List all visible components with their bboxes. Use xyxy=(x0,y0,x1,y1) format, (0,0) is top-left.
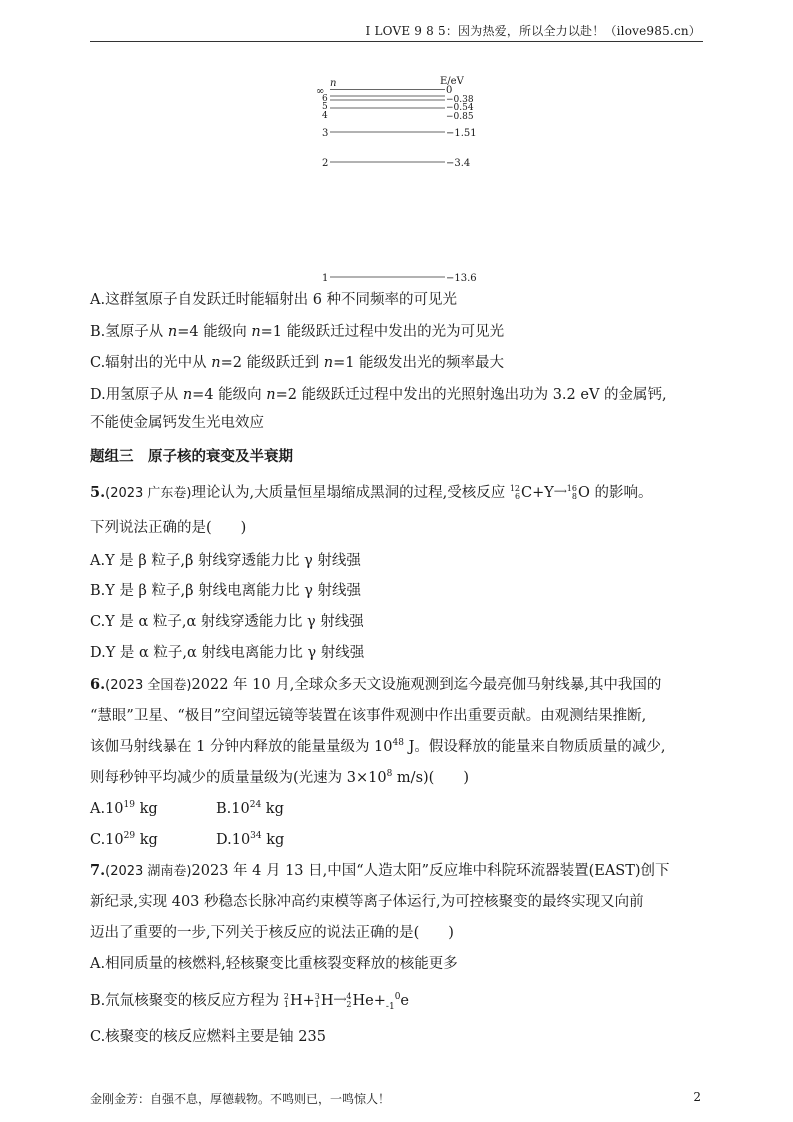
level-e-5: −0.54 xyxy=(446,103,474,113)
q7-stem: 7.(2023 湖南卷)2023 年 4 月 13 日,中国“人造太阳”反应堆中科院环流器装置(EAST)创下 xyxy=(90,862,670,879)
page-header: I LOVE 9 8 5：因为热爱，所以全力以赴！（ilove985.cn） xyxy=(365,24,701,38)
q6-option-c: $C.10^{29}$ kg xyxy=(90,831,158,848)
q5-stem: 5.(2023 广东卷)理论认为,大质量恒星塌缩成黑洞的过程,受核反应 12 6 C+Y⟶ 16 8 O 的影响。 xyxy=(90,484,653,501)
q6-stem-line2: “慧眼”卫星、“极目”空间望远镜等装置在该事件观测中作出重要贡献。由观测结果推断, xyxy=(90,708,647,724)
q5-stem-cont: 下列说法正确的是( ) xyxy=(90,520,247,536)
q4-option-b: B.氢原子从 n=4 能级向 n=1 能级跃迁过程中发出的光为可见光 xyxy=(90,324,505,340)
level-n-6: 6 xyxy=(322,94,328,104)
h3-nuclide-numbers: 3 1 xyxy=(314,992,320,1009)
q4-option-d-cont: 不能使金属钙发生光电效应 xyxy=(90,415,264,431)
q5-option-d: D.Y 是 α 粒子,α 射线电离能力比 γ 射线强 xyxy=(90,645,365,661)
axis-e-label: E/eV xyxy=(440,76,464,87)
q4-option-a: A.这群氢原子自发跃迁时能辐射出 6 种不同频率的可见光 xyxy=(90,292,458,308)
q7-option-a: A.相同质量的核燃料,轻核聚变比重核裂变释放的核能更多 xyxy=(90,956,458,972)
level-e-inf: 0 xyxy=(446,85,453,96)
level-e-2: −3.4 xyxy=(446,158,471,169)
q5-option-b: B.Y 是 β 粒子,β 射线电离能力比 γ 射线强 xyxy=(90,583,362,599)
q6-stem-line3: 该伽马射线暴在 1 分钟内释放的能量量级为 $10^{48}$ J。假设释放的能量来自物质质量的减少, xyxy=(90,738,666,755)
level-n-5: 5 xyxy=(322,102,328,112)
q5-option-a: A.Y 是 β 粒子,β 射线穿透能力比 γ 射线强 xyxy=(90,553,361,569)
level-n-1: 1 xyxy=(322,273,329,284)
footer-motto: 金刚金芳：自强不息，厚德载物。不鸣则已，一鸣惊人！ xyxy=(90,1092,391,1106)
q4-option-d: D.用氢原子从 n=4 能级向 n=2 能级跃迁过程中发出的光照射逸出功为 3.2 eV 的金属钙, xyxy=(90,387,667,403)
q6-option-b: $B.10^{24}$ kg xyxy=(216,800,284,817)
header-divider xyxy=(90,41,703,42)
page-number: 2 xyxy=(693,1090,701,1104)
q6-option-a: $A.10^{19}$ kg xyxy=(90,800,158,817)
o16-nuclide-numbers: 16 8 xyxy=(566,484,577,501)
level-e-1: −13.6 xyxy=(446,273,477,284)
level-n-3: 3 xyxy=(322,128,329,139)
q7-stem-line3: 迈出了重要的一步,下列关于核反应的说法正确的是( ) xyxy=(90,925,454,941)
q5-option-c: C.Y 是 α 粒子,α 射线穿透能力比 γ 射线强 xyxy=(90,614,364,630)
level-e-6: −0.38 xyxy=(446,95,474,105)
q6-option-d: $D.10^{34}$ kg xyxy=(216,831,285,848)
h2-nuclide-numbers: 2 1 xyxy=(283,992,289,1009)
q4-option-c: C.辐射出的光中从 n=2 能级跃迁到 n=1 能级发出光的频率最大 xyxy=(90,355,505,371)
reaction-arrow: ⟶ xyxy=(553,487,567,497)
q7-option-b: B.氘氚核聚变的核反应方程为 2 1 H+ 3 1 H⟶ 4 2 $He+_{-1}^0e$ xyxy=(90,992,410,1012)
level-n-2: 2 xyxy=(322,158,329,169)
he4-nuclide-numbers: 4 2 xyxy=(346,992,352,1009)
level-n-4: 4 xyxy=(322,111,328,121)
energy-level-diagram xyxy=(310,72,510,287)
axis-n-label: n xyxy=(330,78,337,89)
q7-stem-line2: 新纪录,实现 403 秒稳态长脉冲高约束模等离子体运行,为可控核聚变的最终实现又向前 xyxy=(90,894,644,910)
level-e-3: −1.51 xyxy=(446,128,477,139)
level-n-inf: ∞ xyxy=(316,86,325,97)
q6-stem: 6.(2023 全国卷)2022 年 10 月,全球众多天文设施观测到迄今最亮伽马射线暴,其中我国的 xyxy=(90,676,662,693)
q6-stem-line4: 则每秒钟平均减少的质量量级为(光速为 $3\times 10^8$ m/s)( ) xyxy=(90,769,469,786)
level-e-4: −0.85 xyxy=(446,112,474,122)
section-title: 题组三 原子核的衰变及半衰期 xyxy=(90,448,293,465)
reaction-arrow-2: ⟶ xyxy=(333,995,347,1005)
q7-option-c: C.核聚变的核反应燃料主要是铀 235 xyxy=(90,1029,326,1045)
c12-nuclide-numbers: 12 6 xyxy=(509,484,521,501)
